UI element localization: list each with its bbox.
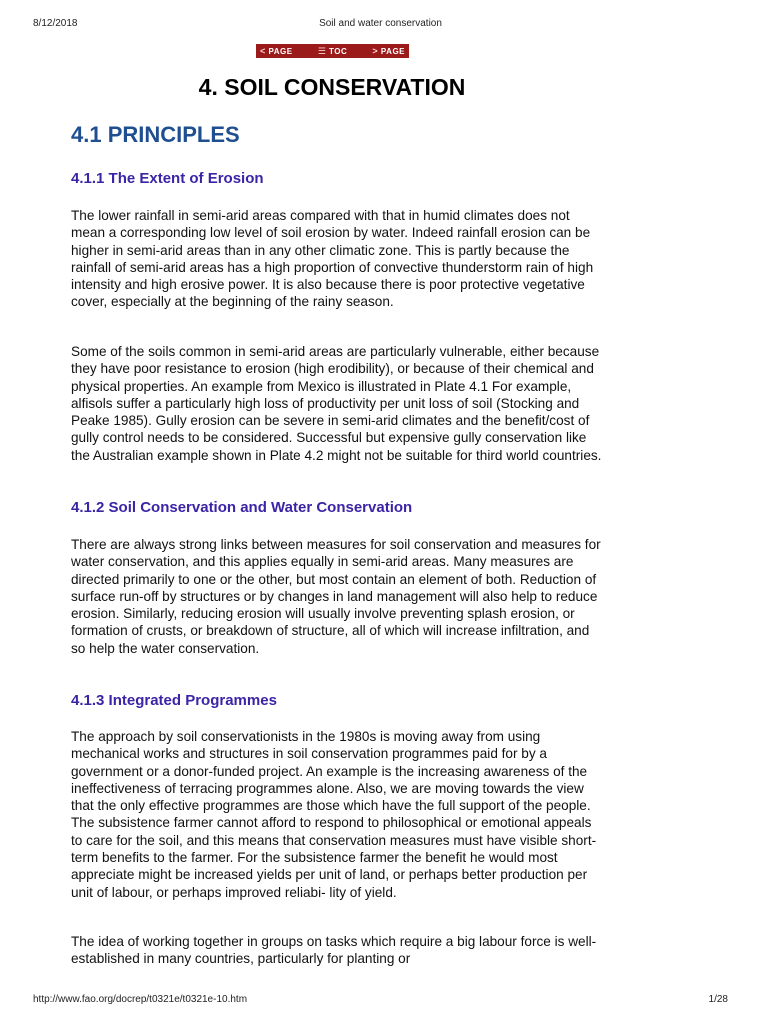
- page-navigation-bar: [256, 44, 409, 58]
- subsection-heading-soil-and-water-conservation: 4.1.2 Soil Conservation and Water Conservation: [71, 499, 413, 516]
- subsection-heading-integrated-programmes: 4.1.3 Integrated Programmes: [71, 692, 277, 709]
- toc-label: TOC: [329, 46, 348, 56]
- section-title: 4.1 PRINCIPLES: [71, 122, 240, 147]
- page-url: http://www.fao.org/docrep/t0321e/t0321e-10.htm: [33, 994, 248, 1005]
- chapter-title: 4. SOIL CONSERVATION: [198, 74, 466, 100]
- print-header: [33, 18, 728, 32]
- print-document-title: Soil and water conservation: [319, 18, 442, 29]
- print-date: 8/12/2018: [33, 18, 78, 29]
- paragraph: The approach by soil conservationists in the 1980s is moving away from using mechanical works and structures in soil conservation programmes paid for by a government or a donor-funded project. An example is the increasing awareness of the ineffectiveness of terracing programmes alone. Also, we are moving towards the view that the only effective programmes are those which have the full support of the people. The subsistence farmer cannot afford to respond to philosophical or emotional appeals to care for the soil, and this means that conservation measures must have visible short-term benefits to the farmer. For the subsistence farmer the benefit he would most appreciate might be increased yields per unit of land, or perhaps better production per unit of labour, or perhaps improved reliabi- lity of yield.: [71, 729, 597, 900]
- next-page-label: PAGE: [380, 47, 405, 56]
- prev-page-link[interactable]: [260, 46, 293, 56]
- paragraph: Some of the soils common in semi-arid areas are particularly vulnerable, either because they have poor resistance to erosion (high erodibility), or because of their chemical and physical properties. An example from Mexico is illustrated in Plate 4.1 For example, alfisols suffer a particularly high loss of productivity per unit loss of soil (Stocking and Peake 1985). Gully erosion can be severe in semi-arid climates and the benefit/cost of gully control needs to be considered. Successful but expensive gully conservation like the Australian example shown in Plate 4.2 might not be suitable for third world countries.: [71, 344, 602, 463]
- paragraph: The lower rainfall in semi-arid areas compared with that in humid climates does not mean a corresponding low level of soil erosion by water. Indeed rainfall erosion can be higher in semi-arid areas than in any other climatic zone. This is partly because the rainfall of semi-arid areas has a high proportion of convective thunderstorm rain of high intensity and high erosive power. It is also because there is poor protective vegetative cover, especially at the beginning of the rainy season.: [71, 208, 594, 310]
- paragraph: The idea of working together in groups on tasks which require a big labour force is well-established in many countries, particularly for planting or: [71, 934, 597, 967]
- left-arrow-icon: <: [260, 46, 266, 56]
- prev-page-label: PAGE: [268, 47, 293, 56]
- paragraph: There are always strong links between measures for soil conservation and measures for water conservation, and this applies equally in semi-arid areas. Many measures are directed primarily to one or the other, but most contain an element of both. Reduction of surface run-off by structures or by changes in land management will also help to reduce erosion. Similarly, reducing erosion will usually involve preventing splash erosion, or formation of crusts, or breakdown of structure, all of which will increase infiltration, and so help the water conservation.: [71, 537, 601, 656]
- right-arrow-icon: >: [372, 46, 379, 56]
- next-page-link[interactable]: [372, 46, 405, 56]
- menu-lines-icon: ☰: [317, 45, 327, 56]
- toc-link[interactable]: [318, 46, 348, 57]
- page-number: 1/28: [708, 994, 728, 1005]
- subsection-heading-extent-of-erosion: 4.1.1 The Extent of Erosion: [71, 170, 264, 187]
- print-footer: [33, 994, 728, 1008]
